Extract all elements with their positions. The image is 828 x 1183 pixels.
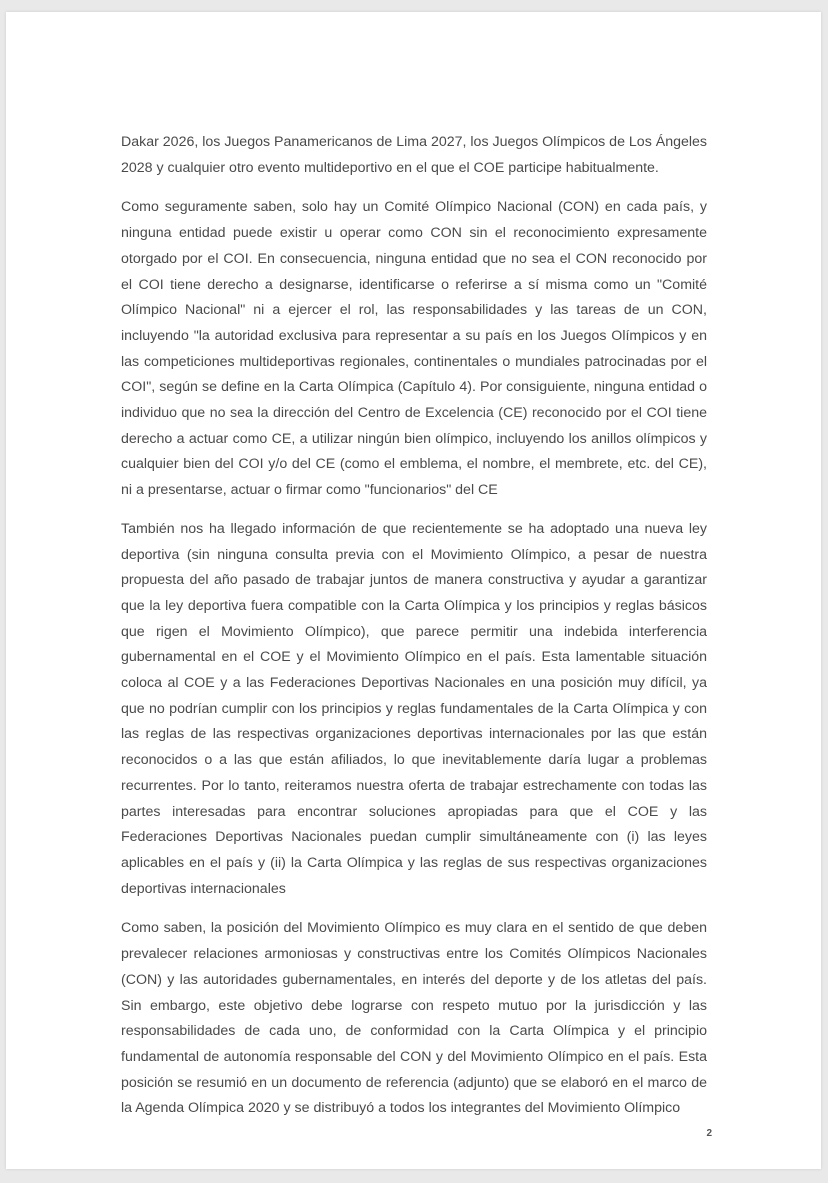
document-page [6,12,821,1169]
page-number: 2 [706,1128,712,1139]
paragraph-4: Como saben, la posición del Movimiento Olímpico es muy clara en el sentido de que deben prevalecer relaciones armoniosas y constructivas entre los Comités Olímpicos Nacionales (CON) y las autoridades gubernamentales, en interés del deporte y de los atletas del país. Sin embargo, este objetivo debe lograrse con respeto mutuo por la jurisdicción y las responsabilidades de cada uno, de conformidad con la Carta Olímpica y el principio fundamental de autonomía responsable del CON y del Movimiento Olímpico en el país. Esta posición se resumió en un documento de referencia (adjunto) que se elaboró en el marco de la Agenda Olímpica 2020 y se distribuyó a todos los integrantes del Movimiento Olímpico [121,920,707,1117]
document-body [121,130,707,1122]
paragraph-2: Como seguramente saben, solo hay un Comité Olímpico Nacional (CON) en cada país, y ninguna entidad puede existir u operar como CON sin el reconocimiento expresamente otorgado por el COI. En consecuencia, ninguna entidad que no sea el CON reconocido por el COI tiene derecho a designarse, identificarse o referirse a sí misma como un "Comité Olímpico Nacional" ni a ejercer el rol, las responsabilidades y las tareas de un CON, incluyendo "la autoridad exclusiva para representar a su país en los Juegos Olímpicos y en las competiciones multideportivas regionales, continentales o mundiales patrocinadas por el COI", según se define en la Carta Olímpica (Capítulo 4). Por consiguiente, ninguna entidad o individuo que no sea la dirección del Centro de Excelencia (CE) reconocido por el COI tiene derecho a actuar como CE, a utilizar ningún bien olímpico, incluyendo los anillos olímpicos y cualquier bien del COI y/o del CE (como el emblema, el nombre, el membrete, etc. del CE), ni a presentarse, actuar o firmar como "funcionarios" del CE [121,199,707,499]
paragraph-1: Dakar 2026, los Juegos Panamericanos de Lima 2027, los Juegos Olímpicos de Los Ángeles 2028 y cualquier otro evento multideportivo en el que el COE participe habitualmente. [121,134,707,176]
paragraph-3: También nos ha llegado información de que recientemente se ha adoptado una nueva ley deportiva (sin ninguna consulta previa con el Movimiento Olímpico, a pesar de nuestra propuesta del año pasado de trabajar juntos de manera constructiva y ayudar a garantizar que la ley deportiva fuera compatible con la Carta Olímpica y los principios y reglas básicos que rigen el Movimiento Olímpico), que parece permitir una indebida interferencia gubernamental en el COE y el Movimiento Olímpico en el país. Esta lamentable situación coloca al COE y a las Federaciones Deportivas Nacionales en una posición muy difícil, ya que no podrían cumplir con los principios y reglas fundamentales de la Carta Olímpica y con las reglas de las respectivas organizaciones deportivas internacionales por las que están reconocidos o a las que están afiliados, lo que inevitablemente daría lugar a problemas recurrentes. Por lo tanto, reiteramos nuestra oferta de trabajar estrechamente con todas las partes interesadas para encontrar soluciones apropiadas para que el COE y las Federaciones Deportivas Nacionales puedan cumplir simultáneamente con (i) las leyes aplicables en el país y (ii) la Carta Olímpica y las reglas de sus respectivas organizaciones deportivas internacionales [121,520,707,897]
